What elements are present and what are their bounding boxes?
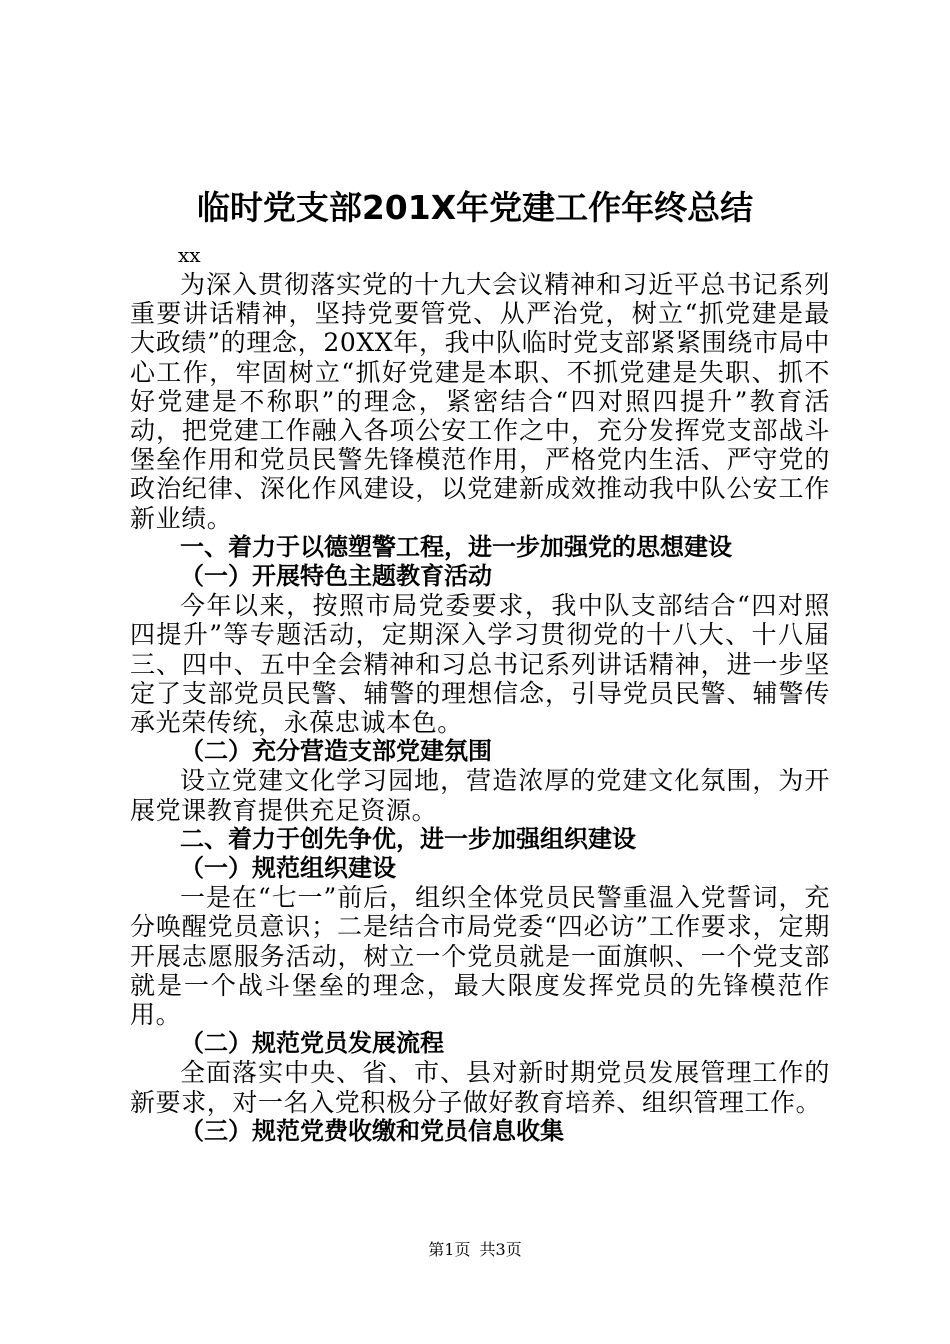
subsection-heading-2-3: （三）规范党费收缴和党员信息收集 [180, 1116, 564, 1145]
document-title: 临时党支部201X年党建工作年终总结 [196, 188, 754, 227]
author-line: xx [178, 243, 201, 267]
paragraph-2-2: 全面落实中央、省、市、县对新时期党员发展管理工作的新要求，对一名入党积极分子做好教育培养、组织管理工作。 [130, 1058, 830, 1117]
paragraph-2-1: 一是在“七一”前后，组织全体党员民警重温入党誓词，充分唤醒党员意识；二是结合市局党委“四必访”工作要求，定期开展志愿服务活动，树立一个党员就是一面旗帜、一个党支部就是一个战斗堡垒的理念，最大限度发挥党员的先锋模范作用。 [130, 883, 830, 1030]
subsection-heading-1-1: （一）开展特色主题教育活动 [180, 562, 492, 591]
page-total: 共3页 [479, 1240, 522, 1259]
page-number: 第1页 [428, 1240, 471, 1259]
subsection-heading-1-2: （二）充分营造支部党建氛围 [180, 737, 492, 766]
paragraph-1-1: 今年以来，按照市局党委要求，我中队支部结合“四对照四提升”等专题活动，定期深入学习贯彻党的十八大、十八届三、四中、五中全会精神和习总书记系列讲话精神，进一步坚定了支部党员民警、辅警的理想信念，引导党员民警、辅警传承光荣传统，永葆忠诚本色。 [130, 591, 830, 738]
intro-paragraph: 为深入贯彻落实党的十九大会议精神和习近平总书记系列重要讲话精神，坚持党要管党、从严治党，树立“抓党建是最大政绩”的理念，20XX年，我中队临时党支部紧紧围绕市局中心工作，牢固树立“抓好党建是本职、不抓党建是失职、抓不好党建是不称职”的理念，紧密结合“四对照四提升”教育活动，把党建工作融入各项公安工作之中，充分发挥党支部战斗堡垒作用和党员民警先锋模范作用，严格党内生活、严守党的政治纪律、深化作风建设，以党建新成效推动我中队公安工作新业绩。 [130, 270, 830, 533]
subsection-heading-2-2: （二）规范党员发展流程 [180, 1029, 444, 1058]
section-heading-1: 一、着力于以德塑警工程，进一步加强党的思想建设 [180, 532, 732, 561]
section-heading-2: 二、着力于创先争优，进一步加强组织建设 [180, 824, 636, 853]
paragraph-1-2: 设立党建文化学习园地，营造浓厚的党建文化氛围，为开展党课教育提供充足资源。 [130, 766, 830, 825]
page-footer [0, 1240, 950, 1260]
document-body [130, 241, 830, 1146]
subsection-heading-2-1: （一）规范组织建设 [180, 854, 396, 883]
